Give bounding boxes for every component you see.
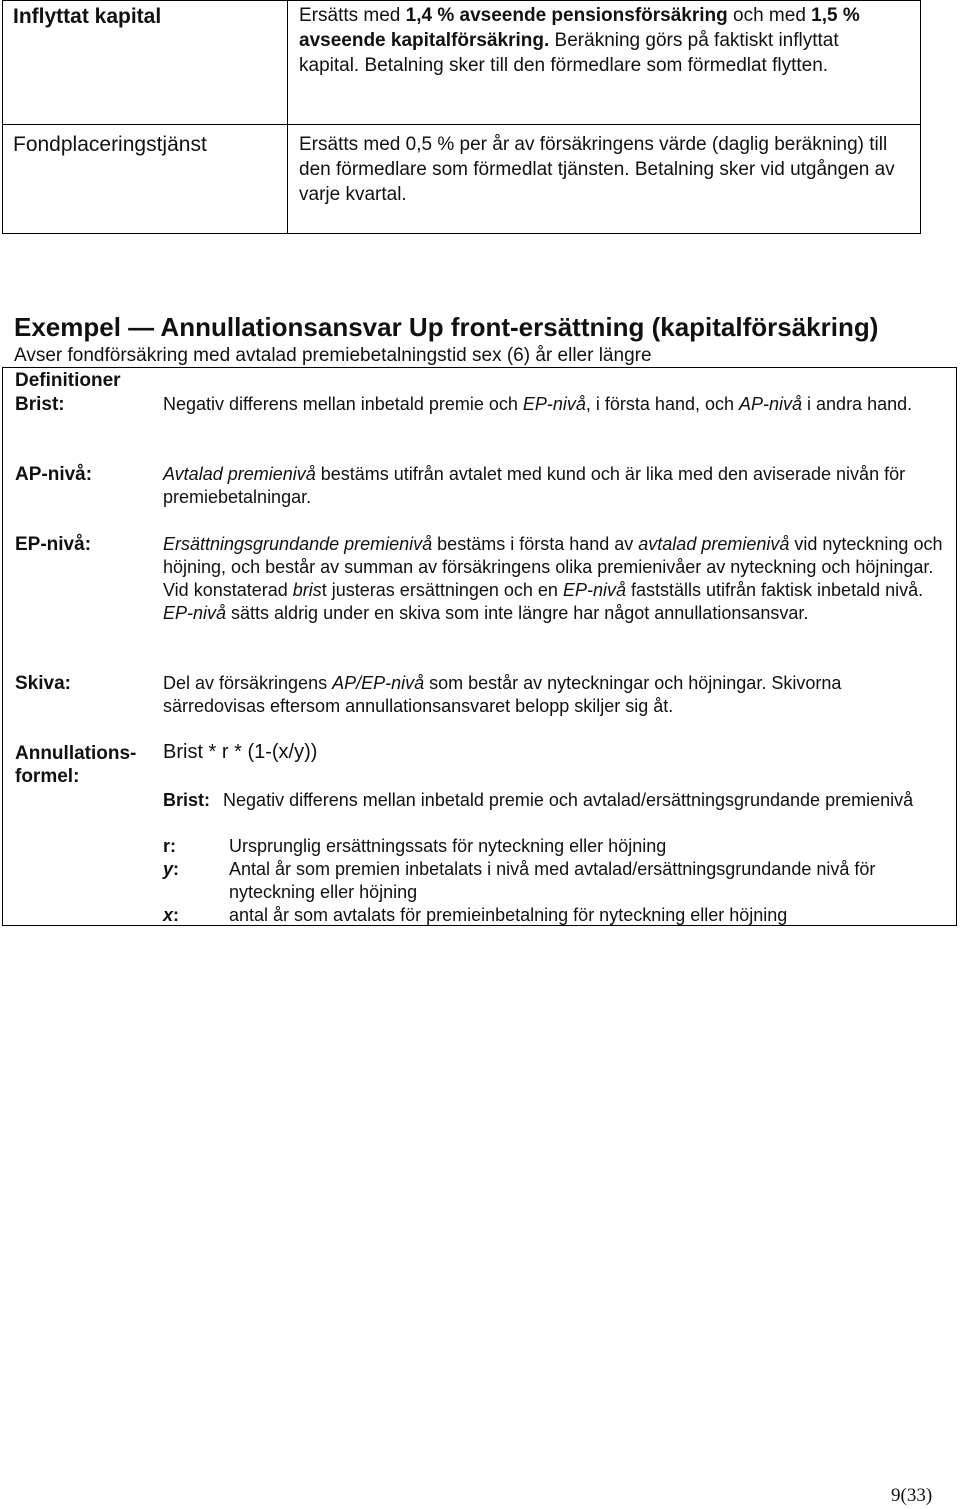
term-annullationsformel: Annullations-formel: bbox=[15, 743, 137, 787]
column-divider bbox=[287, 1, 288, 233]
row-label-inflyttat-kapital: Inflyttat kapital bbox=[13, 5, 162, 28]
term-ep-niva: EP-nivå: bbox=[15, 534, 92, 555]
row-text-fondplaceringstjanst: Ersätts med 0,5 % per år av försäkringens värde (daglig beräkning) till den förmedlare som förmedlat tjänsten. Betalning sker vid utgången av varje kvartal. bbox=[299, 134, 895, 205]
var-key-x: x bbox=[163, 905, 174, 925]
var-y: y: Antal år som premien inbetalats i nivå med avtalad/ersättningsgrundande nivå för nyteckning eller höjning bbox=[163, 858, 948, 904]
var-text-brist: Negativ differens mellan inbetald premie och avtalad/ersättningsgrundande premienivå bbox=[223, 790, 914, 810]
fee-table bbox=[2, 0, 921, 234]
row-divider bbox=[3, 124, 920, 125]
var-text-r: Ursprunglig ersättningssats för nyteckning eller höjning bbox=[229, 836, 667, 856]
desc-ep-niva: Ersättningsgrundande premienivå bestäms i första hand av avtalad premienivå vid nyteckning och höjning, och består av summan av försäkringens olika premienivåer av nyteckning och höjningar. Vid konstaterad brist justeras ersättningen och en EP-nivå fastställs utifrån faktisk inbetald nivå. EP-nivå sätts aldrig under en skiva som inte längre har något annullationsansvar. bbox=[163, 534, 943, 623]
example-subtitle: Avser fondförsäkring med avtalad premiebetalningstid sex (6) år eller längre bbox=[14, 345, 652, 366]
term-brist: Brist: bbox=[15, 394, 65, 415]
var-key-y: y bbox=[163, 859, 174, 879]
desc-skiva: Del av försäkringens AP/EP-nivå som består av nyteckningar och höjningar. Skivorna särredovisas eftersom annullationsansvaret belopp skiljer sig åt. bbox=[163, 673, 842, 716]
row-label-fondplaceringstjanst: Fondplaceringstjänst bbox=[13, 133, 207, 156]
var-key-r: r: bbox=[163, 836, 176, 856]
var-key-brist: Brist: bbox=[163, 790, 211, 810]
desc-brist: Negativ differens mellan inbetald premie och EP-nivå, i första hand, och AP-nivå i andra hand. bbox=[163, 394, 913, 414]
definitions-table bbox=[2, 367, 957, 926]
var-text-x: antal år som avtalats för premieinbetalning för nyteckning eller höjning bbox=[229, 905, 788, 925]
var-brist bbox=[163, 789, 948, 812]
term-skiva: Skiva: bbox=[15, 673, 71, 694]
page-number: 9(33) bbox=[891, 1485, 933, 1506]
definitions-title: Definitioner bbox=[15, 370, 121, 391]
term-ap-niva: AP-nivå: bbox=[15, 464, 93, 485]
var-r bbox=[163, 835, 948, 858]
formula: Brist * r * (1-(x/y)) bbox=[163, 741, 318, 763]
example-heading: Exempel — Annullationsansvar Up front-ersättning (kapitalförsäkring) bbox=[14, 312, 879, 342]
var-text-y: Antal år som premien inbetalats i nivå med avtalad/ersättningsgrundande nivå för nyteckning eller höjning bbox=[229, 859, 876, 902]
desc-ap-niva: Avtalad premienivå bestäms utifrån avtalet med kund och är lika med den aviserade nivån för premiebetalningar. bbox=[163, 464, 906, 507]
var-x: x: antal år som avtalats för premieinbetalning för nyteckning eller höjning bbox=[163, 904, 948, 927]
row-text-inflyttat-kapital: Ersätts med 1,4 % avseende pensionsförsäkring och med 1,5 % avseende kapitalförsäkring. Beräkning görs på faktiskt inflyttat kapital. Betalning sker till den förmedlare som förmedlat flytten. bbox=[299, 5, 860, 76]
